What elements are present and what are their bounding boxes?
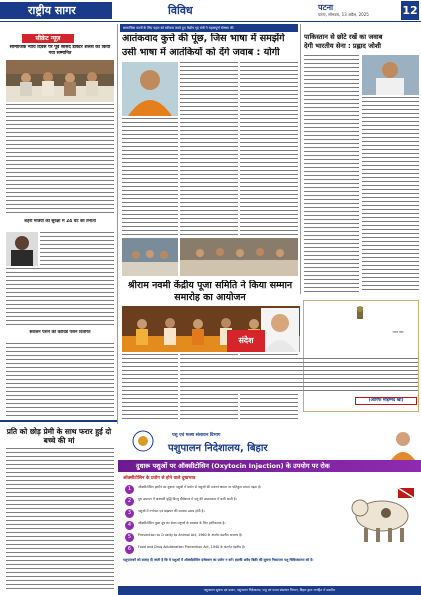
point-number-1: 1: [125, 485, 134, 494]
main-story-col1: [122, 118, 178, 237]
divider: [0, 420, 117, 422]
center-story-col1: [122, 354, 178, 420]
left-story2-body: [40, 232, 114, 266]
governor-emblem: [352, 305, 368, 321]
column-rule: [117, 24, 118, 424]
right-story-photo: [362, 55, 419, 95]
right-story-col1: [304, 55, 359, 293]
masthead: [0, 0, 421, 22]
event-photo-right: [180, 238, 298, 276]
point-number-2: 2: [125, 497, 134, 506]
governor-photo: [261, 308, 299, 352]
left-story2-body-cont: [6, 268, 114, 328]
right-headline-line2: देगी भारतीय सेना : प्रह्लाद जोशी: [304, 42, 382, 50]
left-lower-body: [6, 448, 114, 592]
ad-subheading: ऑक्सीटोसिन के प्रयोग से होने वाले दुष्प्रभाव: [123, 476, 196, 481]
point-number-3: 3: [125, 509, 134, 518]
cow-illustration: [346, 480, 418, 550]
ad-point-6: Food and Drug Adulteration Prevention Act, 1940 के अंतर्गत दंडनीय है।: [138, 545, 246, 549]
point-number-4: 4: [125, 521, 134, 530]
ad-point-3: पशुओं में गर्भपात एवं बांझपन की समस्या उत्पन्न होती है।: [138, 509, 205, 513]
page-number: 12: [401, 1, 419, 20]
yogi-photo: [122, 62, 178, 116]
officer-photo: [6, 232, 38, 266]
column-rule: [300, 24, 301, 294]
center-headline: श्रीराम नवमी केंद्रीय पूजा समिति ने किया सम्मान समारोह का आयोजन: [127, 280, 293, 303]
left-story3-body: [6, 343, 114, 418]
ad-point-2: दूध उत्पादन में अस्थायी वृद्धि किन्तु दीर्घकाल में पशु की उत्पादकता में कमी आती है।: [138, 497, 237, 501]
ad-point-4: ऑक्सीटोसिन युक्त दूध का सेवन मनुष्यों के स्वास्थ्य के लिए हानिकारक है।: [138, 521, 226, 525]
point-number-5: 5: [125, 533, 134, 542]
promo-strip: सामाजिक कार्यों के लिए पहल को स्वीकार करते हुए केंद्रीय गृह मंत्री ने महत्वपूर्ण घोषणा की: [120, 24, 298, 32]
nitish-photo: [388, 428, 418, 460]
brand-name: राष्ट्रीय सागर: [0, 2, 112, 19]
right-story-col2: [362, 97, 419, 293]
date-label: पटना, सोमवार, 13 अप्रैल, 2025: [318, 12, 369, 17]
point-number-6: 6: [125, 545, 134, 554]
section-tag: सीक्रेट न्यूज़: [22, 34, 74, 43]
ad-banner: दुधारू पशुओं पर ऑक्सीटोसिन (Oxytocin Injection) के उपयोग पर रोक: [118, 460, 421, 472]
left-story2-headline: शहरी मंत्रियों की सुरक्षा में 24 घंटे की तैनाती: [24, 219, 96, 224]
left-story-headline: सामाजिक न्याय दिवस पर पूर्व सांसद डॉक्टर शैलेश को किया गया सम्मानित: [9, 45, 111, 56]
main-story-col3: [240, 62, 298, 237]
main-story-col2: [180, 62, 238, 237]
sandesh-body: [230, 358, 418, 394]
city-label: पटना: [318, 3, 334, 12]
left-lower-headline: प्रति को छोड़ प्रेमी के साथ फरार हुई दो बच्चे की मां: [6, 427, 112, 445]
ad-footer-note: पशुपालकों को सलाह दी जाती है कि वे पशुओं में ऑक्सीटोसिन इंजेक्शन का प्रयोग न करें। इसकी अवैध बिक्री की सूचना निकटतम पशु चिकित्सालय को दें।: [123, 558, 314, 562]
ad-point-5: Prevention to Cruelty to Animal Act, 1960 के अंतर्गत दंडनीय अपराध है।: [138, 533, 243, 537]
bihar-seal-icon: [132, 430, 154, 452]
left-story3-headline: सर्वजन पेंशन की कोविड पेंशन वितरित: [29, 330, 91, 335]
ad-footer-bar: पशुपालन सूचना एवं प्रसार, पशुपालन निदेशालय, पशु एवं मत्स्य संसाधन विभाग, बिहार द्वारा जनहित में प्रसारित: [118, 586, 421, 595]
ad-org-title: पशुपालन निदेशालय, बिहार: [168, 443, 268, 454]
section-title: विविध: [168, 4, 193, 17]
governor-label: राज्य पाल: [392, 330, 404, 334]
right-headline-line1: पाकिस्तान से छोटे रखें का जवाब: [304, 33, 383, 41]
ad-point-1: ऑक्सीटोसिन हार्मोन का दुधारू पशुओं में प्रयोग से पशुओं की प्रजनन क्षमता पर प्रतिकूल प्रभाव पड़ता है।: [138, 485, 262, 489]
main-headline-line2: उसी भाषा में आतंकियों को देंगे जवाब : योगी: [122, 47, 280, 58]
event-photo-left: [122, 238, 178, 276]
left-story-photo: [6, 60, 114, 102]
left-story-body: [6, 104, 114, 216]
sandesh-badge: संदेश: [227, 330, 265, 352]
main-headline-line1: आतंकवाद कुत्ते की पूंछ, जिस भाषा में समझेंगे: [122, 33, 285, 44]
governor-signature: (आरिफ मोहम्मद खां): [355, 397, 417, 405]
ad-dept-title: पशु एवं मत्स्य संसाधन विभाग: [172, 433, 221, 438]
